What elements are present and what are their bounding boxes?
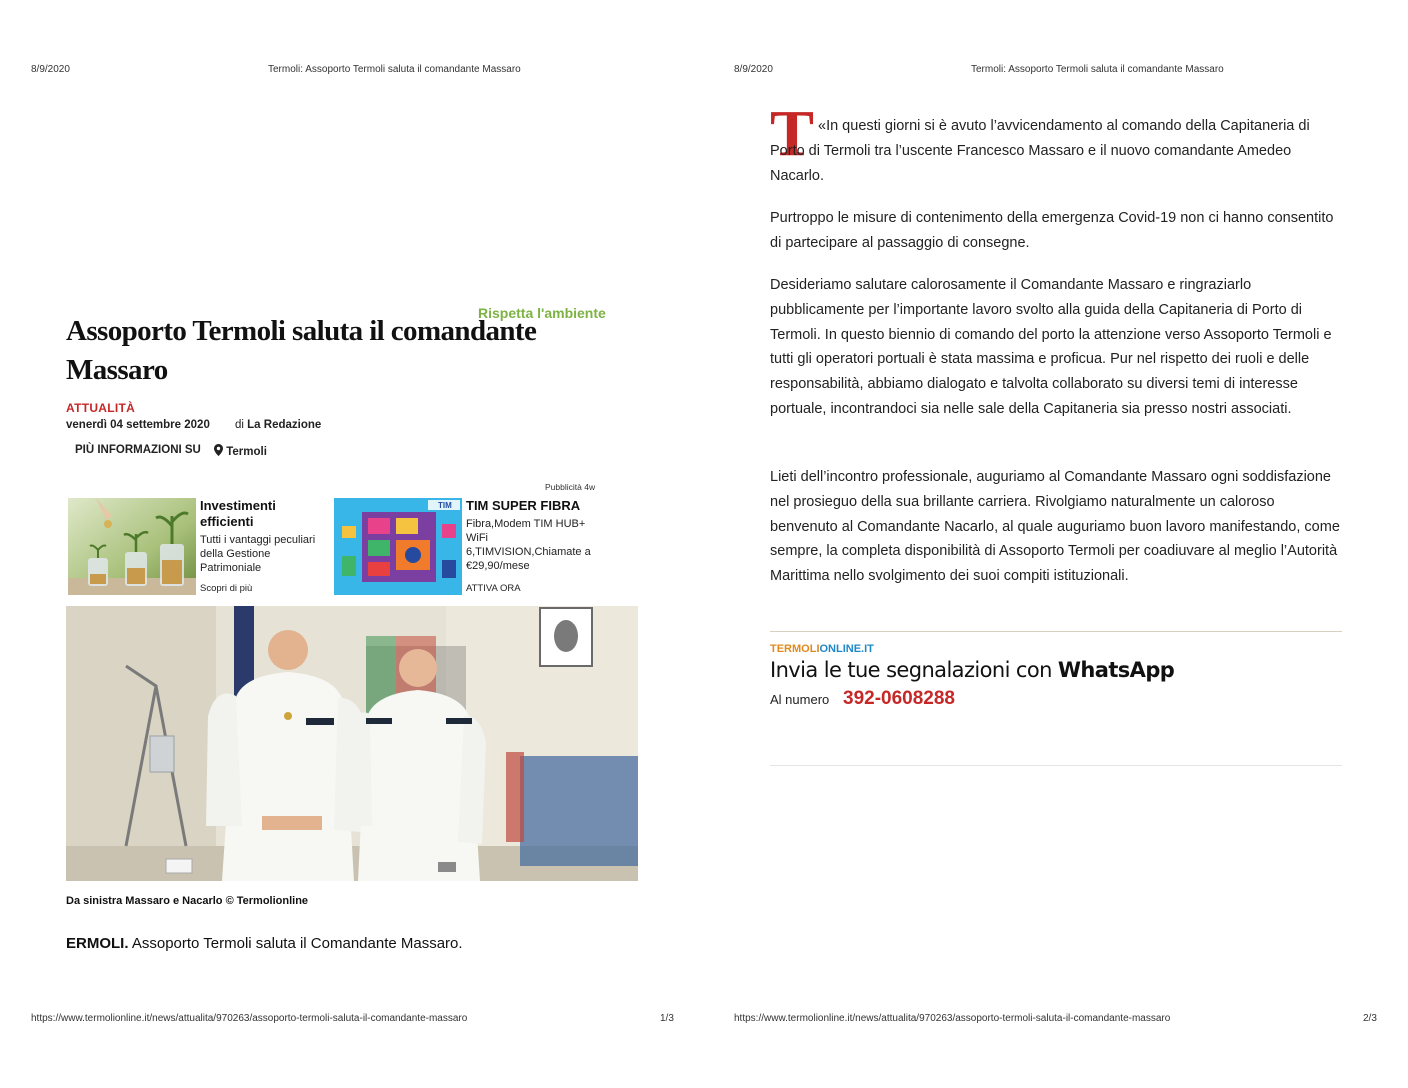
category-link[interactable]: ATTUALITÀ bbox=[66, 401, 136, 415]
eco-notice: Rispetta l'ambiente bbox=[478, 305, 606, 321]
lead-text: Assoporto Termoli saluta il Comandante Massaro. bbox=[131, 935, 463, 952]
ad-investimenti[interactable] bbox=[66, 495, 326, 595]
byline bbox=[235, 419, 321, 431]
ad1-title: Investimenti efficienti bbox=[200, 498, 276, 529]
coin-jars-image bbox=[68, 498, 196, 595]
paragraph-2: Purtroppo le misure di contenimento della emergenza Covid-19 non ci hanno consentito di partecipare al passaggio di consegne. bbox=[770, 210, 1334, 251]
ads-label: Pubblicità 4w bbox=[545, 482, 596, 492]
author-link[interactable]: La Redazione bbox=[247, 419, 322, 431]
paragraph-1: «In questi giorni si è avuto l’avvicendamento al comando della Capitaneria di Porto di Termoli tra l’uscente Francesco Massaro e il nuovo comandante Amedeo Nacarlo. bbox=[770, 118, 1310, 184]
phone-number-link[interactable]: 392-0608288 bbox=[843, 688, 955, 709]
page2-header-date: 8/9/2020 bbox=[734, 64, 773, 75]
page1-header-title: Termoli: Assoporto Termoli saluta il comandante Massaro bbox=[268, 64, 521, 75]
brand-part1: TERMOLI bbox=[770, 643, 820, 655]
page2-page-number: 2/3 bbox=[1363, 1013, 1377, 1024]
bottom-divider bbox=[770, 765, 1342, 766]
tim-promo-image bbox=[334, 498, 462, 595]
location-tag-label: Termoli bbox=[226, 446, 267, 458]
tim-logo-text: TIM bbox=[438, 501, 452, 510]
page2-header-title: Termoli: Assoporto Termoli saluta il comandante Massaro bbox=[971, 64, 1224, 75]
whatsapp-text: Invia le tue segnalazioni con bbox=[770, 658, 1052, 682]
ad2-text: Fibra,Modem TIM HUB+ WiFi 6,TIMVISION,Chiamate a €29,90/mese bbox=[466, 518, 591, 572]
drop-cap: T bbox=[770, 97, 815, 170]
section-divider bbox=[770, 631, 1342, 632]
lead-bold: ERMOLI. bbox=[66, 935, 129, 952]
page1-page-number: 1/3 bbox=[660, 1013, 674, 1024]
ad-tim[interactable] bbox=[332, 495, 602, 595]
location-tag[interactable] bbox=[214, 444, 267, 458]
page1-footer-url: https://www.termolionline.it/news/attualita/970263/assoporto-termoli-saluta-il-comandante-massaro bbox=[31, 1013, 468, 1024]
page1-header-date: 8/9/2020 bbox=[31, 64, 70, 75]
byline-prefix: di bbox=[235, 419, 244, 431]
more-info-label: PIÙ INFORMAZIONI SU bbox=[75, 444, 201, 456]
paragraph-4: Lieti dell’incontro professionale, auguriamo al Comandante Massaro ogni soddisfazione nel prosieguo della sua brillante carriera. Rivolgiamo naturalmente un caloroso benvenuto al Comandante Nacarlo, al quale auguriamo buon lavoro manifestando, come sempre, la completa disponibilità di Assoporto Termoli per coadiuvare al meglio l’Autorità Marittima nello svolgimento dei suoi compiti istituzionali. bbox=[770, 469, 1340, 585]
brand-part2: ONLINE.IT bbox=[819, 643, 874, 655]
ad2-title: TIM SUPER FIBRA bbox=[466, 498, 581, 513]
article-date: venerdì 04 settembre 2020 bbox=[66, 419, 210, 431]
lead-line bbox=[66, 935, 463, 952]
ad1-text: Tutti i vantaggi peculiari della Gestione Patrimoniale bbox=[200, 534, 316, 574]
paragraph-3: Desideriamo salutare calorosamente il Comandante Massaro e ringraziarlo pubblicamente per l’importante lavoro svolto alla guida della Capitaneria di Porto di Termoli. In questo biennio di comando del porto la attenzione verso Assoporto Termoli e tutti gli operatori portuali è stata massima e proficua. Pur nel rispetto dei ruoli e delle responsabilità, abbiamo dialogato e talvolta collaborato su diversi temi di interesse portuale, incontrandoci sia nelle sale della Capitaneria sia presso nostri associati. bbox=[770, 277, 1332, 417]
article-photo bbox=[66, 606, 638, 881]
article-title: Assoporto Termoli saluta il comandante Massaro bbox=[66, 315, 537, 386]
number-label: Al numero bbox=[770, 692, 830, 707]
map-pin-icon bbox=[214, 444, 223, 456]
whatsapp-brand: WhatsApp bbox=[1057, 658, 1175, 682]
page2-footer-url: https://www.termolionline.it/news/attualita/970263/assoporto-termoli-saluta-il-comandante-massaro bbox=[734, 1013, 1171, 1024]
ad1-cta-link[interactable]: Scopri di più bbox=[200, 583, 253, 594]
brand-link[interactable] bbox=[770, 639, 874, 657]
ad2-cta-link[interactable]: ATTIVA ORA bbox=[466, 583, 521, 594]
photo-caption: Da sinistra Massaro e Nacarlo © Termolionline bbox=[66, 895, 309, 907]
whatsapp-headline bbox=[770, 658, 1174, 682]
